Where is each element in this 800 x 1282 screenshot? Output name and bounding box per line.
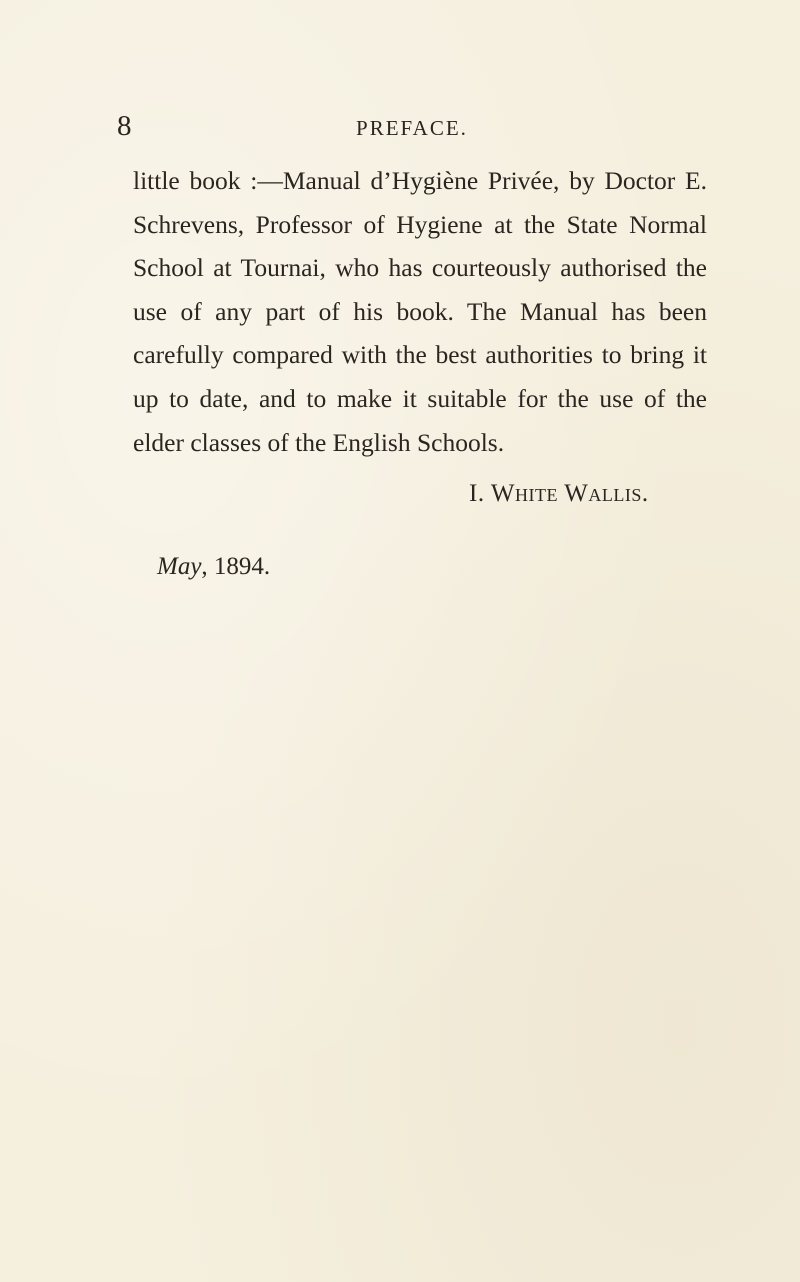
paragraph-line: up to date, and to make it suitable for the use of the (133, 383, 707, 413)
paragraph-line: use of any part of his book. The Manual has been (133, 296, 707, 326)
running-title: PREFACE. (356, 116, 468, 140)
preface-paragraph (133, 159, 707, 464)
author-signature: I. White Wallis. (469, 480, 649, 507)
paragraph-line: little book :—Manual d’Hygiène Privée, by Doctor E. (133, 166, 707, 195)
paragraph-line: carefully compared with the best authorities to bring it (133, 340, 707, 370)
date-year: , 1894. (201, 553, 271, 580)
running-head (117, 106, 707, 146)
page-number: 8 (117, 110, 132, 142)
paragraph-line: School at Tournai, who has courteously authorised the (133, 253, 707, 283)
date-line (157, 547, 270, 587)
paragraph-line: elder classes of the English Schools. (133, 427, 505, 457)
paragraph-line: Schrevens, Professor of Hygiene at the State Normal (133, 209, 707, 239)
date-month: May (157, 553, 202, 580)
